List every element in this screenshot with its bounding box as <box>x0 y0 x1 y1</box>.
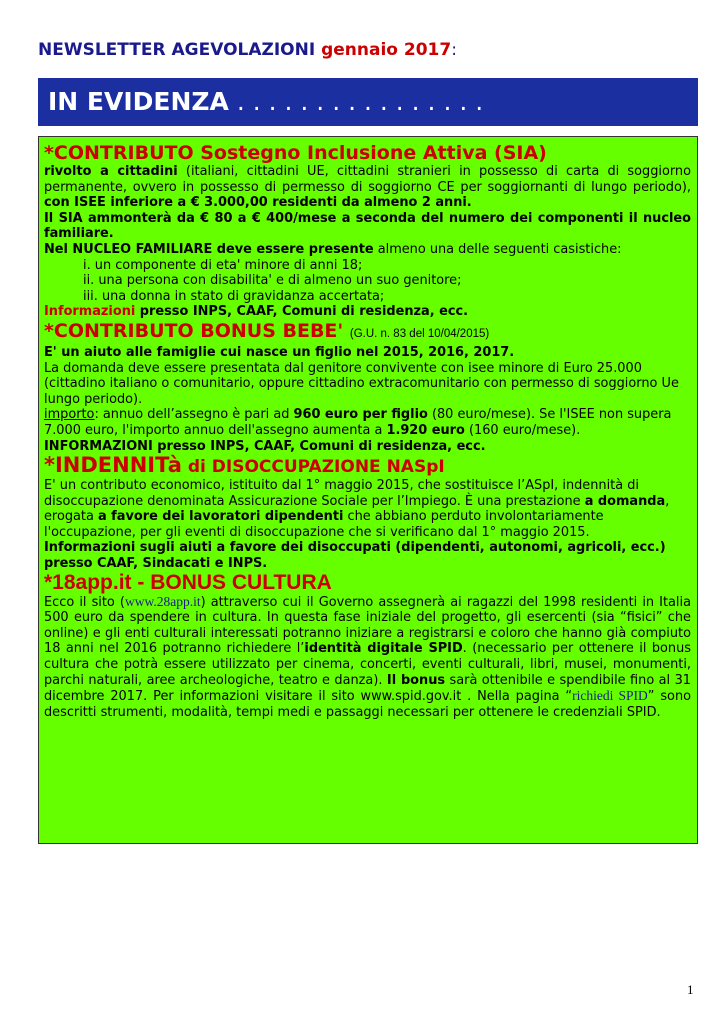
bebe-paragraph-3 <box>44 407 691 438</box>
naspi-paragraph-1 <box>44 478 691 540</box>
cultura-p1b: ) attraverso cui il Governo assegnerà ai ragazzi del 1998 residenti in Italia 500 euro da spendere in cultura. In questa fase iniziale del progetto, gli esercenti (sia “fisici” che online) e gli enti culturali interessati potranno iniziare a registrarsi e coloro che hanno già compiuto 18 anni nel 2016 potranno richiedere l’ <box>44 594 691 657</box>
cultura-p1a: Ecco il sito ( <box>44 594 125 610</box>
banner-dots: . . . . . . . . . . . . . . . . <box>228 87 484 116</box>
list-item: ii. una persona con disabilita' e di almeno un suo genitore; <box>83 273 462 289</box>
sia-paragraph-1 <box>44 164 691 211</box>
sia-paragraph-3 <box>44 242 691 258</box>
bebe-paragraph-2: La domanda deve essere presentata dal genitore convivente con isee minore di Euro 25.000 (cittadino italiano o comunitario, oppure cittadino extracomunitario con permesso di soggiorno Ue lungo periodo). <box>44 360 679 407</box>
naspi-title-a: *INDENNITà <box>44 453 182 478</box>
link-richiedi-spid[interactable]: richiedi SPID <box>572 688 648 704</box>
naspi-p1d: a favore dei lavoratori dipendenti <box>97 509 344 525</box>
page-number: 1 <box>687 982 694 997</box>
bebe-p3b: 960 euro per figlio <box>293 407 428 423</box>
sia-title: *CONTRIBUTO Sostegno Inclusione Attiva (SIA) <box>44 142 547 164</box>
bebe-p3d: 1.920 euro <box>386 422 465 438</box>
in-evidenza-banner <box>38 78 698 126</box>
sia-list <box>83 258 691 305</box>
banner-title: IN EVIDENZA <box>48 87 229 116</box>
naspi-p1a: E' un contributo economico, istituito dal 1° maggio 2015, che sostituisce l’ASpI, indennità di disoccupazione denominata Assicurazione Sociale per l’Impiego. È una prestazione <box>44 478 639 509</box>
sia-info-text: presso INPS, CAAF, Comuni di residenza, ecc. <box>135 304 469 320</box>
naspi-p1b: a domanda <box>584 493 666 509</box>
cultura-paragraph <box>44 594 691 721</box>
naspi-p1e: che abbiano perduto involontariamente l'occupazione, per gli eventi di disoccupazione che si verificano dal 1° maggio 2015. <box>44 509 604 540</box>
sia-p2: Il SIA ammonterà da € 80 a € 400/mese a seconda del numero dei componenti il nucleo familiare. <box>44 210 691 242</box>
bebe-p1: E' un aiuto alle famiglie cui nasce un figlio nel 2015, 2016, 2017. <box>44 344 515 360</box>
sia-p1-text: (italiani, cittadini UE, cittadini stranieri in possesso di carta di soggiorno permanente, ovvero in possesso di permesso di soggiorno CE per soggiornanti di lungo periodo), <box>44 164 691 195</box>
newsletter-header <box>38 40 457 60</box>
highlights-box <box>38 136 698 844</box>
link-28app[interactable]: www.28app.it <box>124 593 201 609</box>
bebe-gu-reference: (G.U. n. 83 del 10/04/2015) <box>349 327 490 340</box>
bebe-p4: INFORMAZIONI presso INPS, CAAF, Comuni di residenza, ecc. <box>44 438 486 454</box>
bebe-paragraph-1 <box>44 345 691 361</box>
cultura-title-text: *18app.it - BONUS CULTURA <box>44 570 332 594</box>
cultura-p1g: ” sono descritti strumenti, modalità, tempi medi e passaggi necessari per ottenere le credenziali SPID. <box>44 689 691 720</box>
list-item: iii. una donna in stato di gravidanza accertata; <box>83 288 385 304</box>
sia-info-label: Informazioni <box>44 304 136 320</box>
sia-p1-bold2: con ISEE inferiore a € 3.000,00 residenti da almeno 2 anni. <box>44 195 472 211</box>
cultura-p1d: . (necessario per ottenere il bonus cultura che potrà essere utilizzato per cinema, concerti, eventi culturali, libri, musei, monumenti, parchi naturali, aree archeologiche, teatro e danza). <box>44 641 691 688</box>
bebe-title: *CONTRIBUTO BONUS BEBE' <box>44 319 344 342</box>
header-colon: : <box>451 40 457 60</box>
sia-p1-bold: rivolto a cittadini <box>44 164 178 179</box>
bebe-p3e: (160 euro/mese). <box>464 422 581 438</box>
importo-label: importo <box>44 407 95 423</box>
newsletter-title: NEWSLETTER AGEVOLAZIONI <box>38 40 316 60</box>
bebe-p3c: (80 euro/mese). Se l'ISEE non supera 7.000 euro, l'importo annuo dell'assegno aumenta a <box>44 407 672 438</box>
bebe-paragraph-4 <box>44 439 691 455</box>
naspi-title-b: di DISOCCUPAZIONE NASpI <box>181 457 445 478</box>
sia-paragraph-2 <box>44 211 691 242</box>
cultura-p1c: identità digitale SPID <box>304 641 463 657</box>
newsletter-date: gennaio 2017 <box>321 40 452 60</box>
cultura-p1e: Il bonus <box>386 672 446 688</box>
bebe-title-line <box>44 320 691 345</box>
sia-p3-text: almeno una delle seguenti casistiche: <box>373 241 622 257</box>
list-item: i. un componente di eta' minore di anni 18; <box>83 257 363 273</box>
bebe-p3a: : annuo dell’assegno è pari ad <box>94 407 294 423</box>
naspi-title <box>44 454 691 478</box>
naspi-p1c: , erogata <box>44 493 670 525</box>
sia-info <box>44 304 691 320</box>
cultura-p1f: sarà ottenibile e spendibile fino al 31 dicembre 2017. Per informazioni visitare il sito www.spid.gov.it . Nella pagina “ <box>44 672 691 705</box>
naspi-p2: Informazioni sugli aiuti a favore dei disoccupati (dipendenti, autonomi, agricoli, ecc.) presso CAAF, Sindacati e INPS. <box>44 540 666 572</box>
cultura-title <box>44 572 691 594</box>
sia-p3-bold: Nel NUCLEO FAMILIARE deve essere presente <box>44 241 374 257</box>
naspi-paragraph-2 <box>44 540 691 571</box>
